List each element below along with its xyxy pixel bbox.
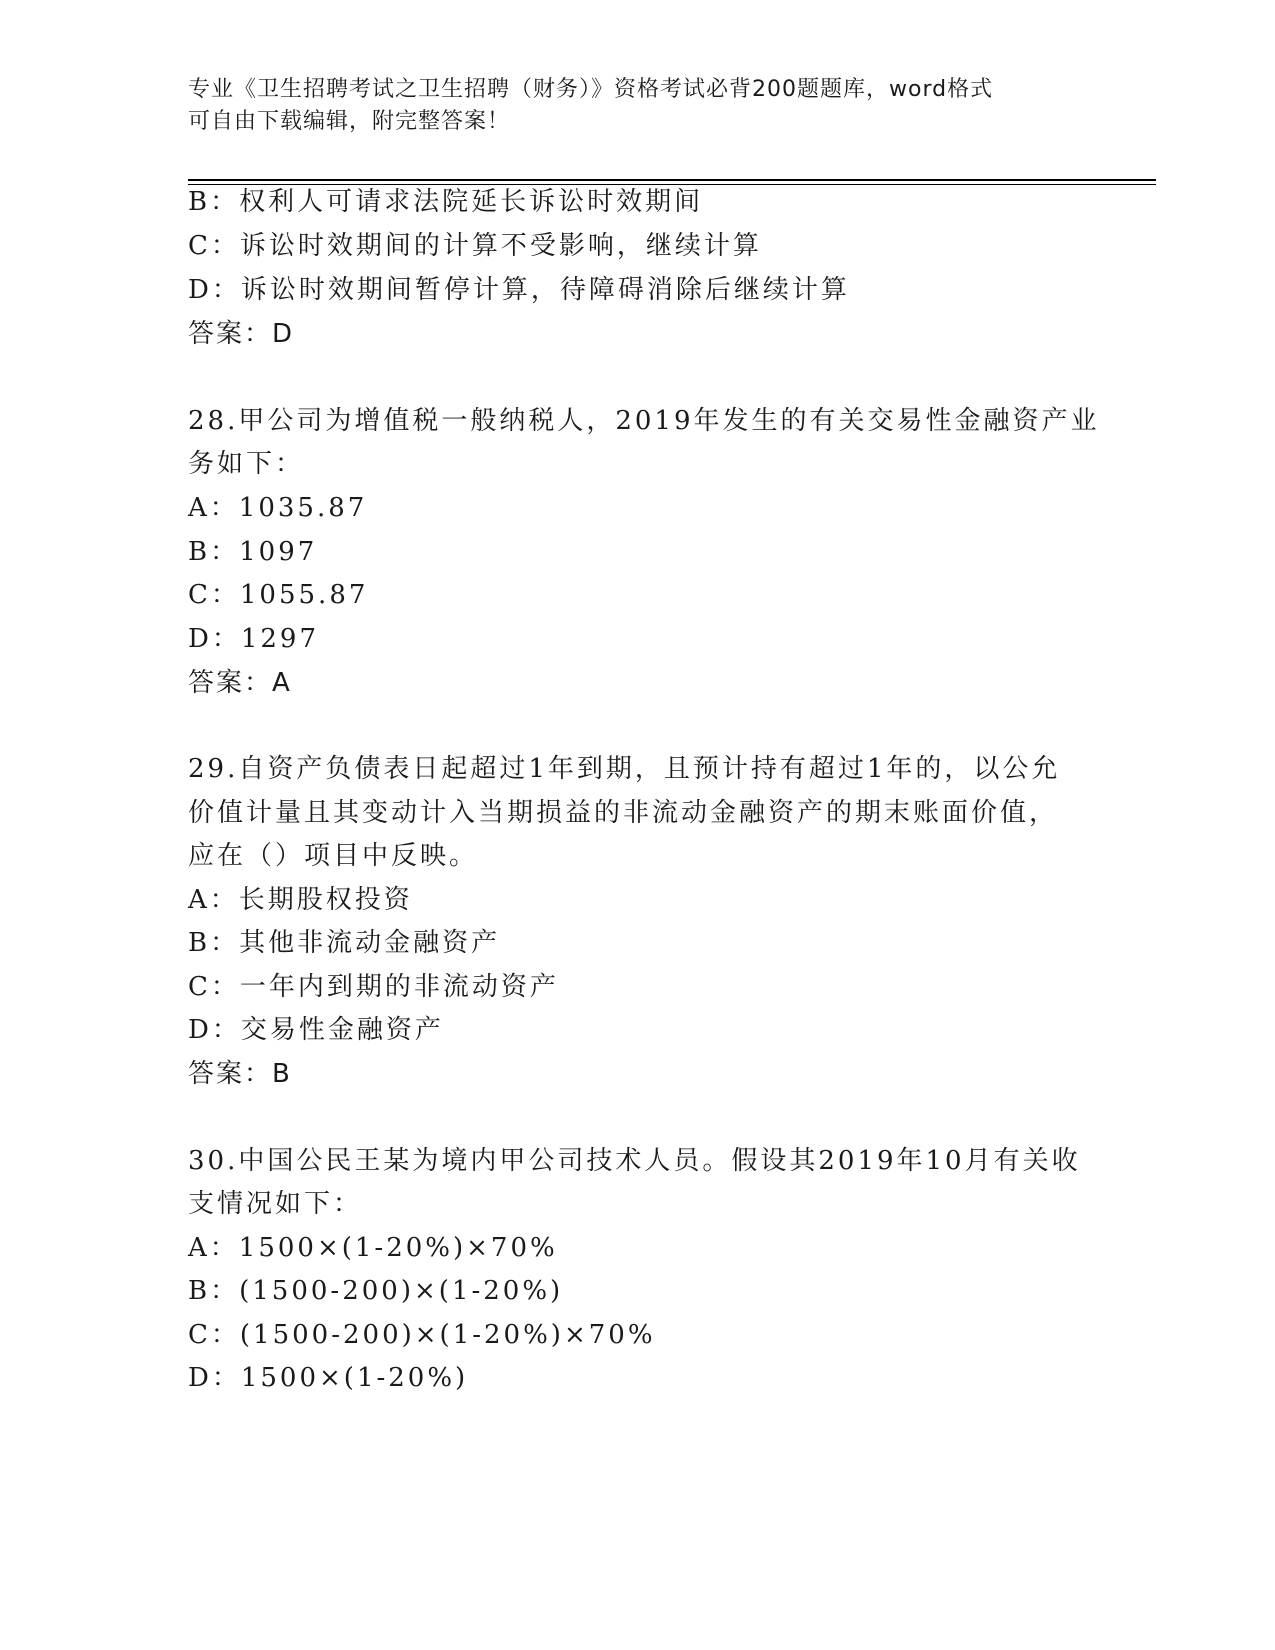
q28-answer: 答案：A xyxy=(188,668,292,698)
q28-option-c: C：1055.87 xyxy=(188,580,369,610)
q30-option-c: C：(1500-200)×(1-20%)×70% xyxy=(188,1320,656,1350)
q28-option-a: A：1035.87 xyxy=(188,493,368,523)
header-title-line-1: 专业《卫生招聘考试之卫生招聘（财务）》资格考试必背200题题库，word格式 xyxy=(188,77,994,102)
q29-stem-line-1: 29.自资产负债表日起超过1年到期，且预计持有超过1年的，以公允 xyxy=(188,754,1061,784)
q28-option-b: B：1097 xyxy=(188,537,318,567)
q29-answer: 答案：B xyxy=(188,1059,292,1089)
q29-stem-line-2: 价值计量且其变动计入当期损益的非流动金融资产的期末账面价值， xyxy=(188,798,1059,828)
q27-option-c: C：诉讼时效期间的计算不受影响，继续计算 xyxy=(188,231,762,261)
q28-option-d: D：1297 xyxy=(188,624,320,654)
header-title-line-2: 可自由下载编辑，附完整答案！ xyxy=(188,109,511,134)
header-divider-thick xyxy=(188,179,1156,181)
q27-option-b: B：权利人可请求法院延长诉讼时效期间 xyxy=(188,187,704,217)
q27-answer: 答案：D xyxy=(188,319,295,349)
q28-stem-line-2: 务如下： xyxy=(188,449,305,479)
q29-option-d: D：交易性金融资产 xyxy=(188,1015,444,1045)
q30-option-a: A：1500×(1-20%)×70% xyxy=(188,1233,558,1263)
q28-stem-line-1: 28.甲公司为增值税一般纳税人，2019年发生的有关交易性金融资产业 xyxy=(188,406,1100,436)
document-header xyxy=(188,74,1088,138)
q27-option-d: D：诉讼时效期间暂停计算，待障碍消除后继续计算 xyxy=(188,275,850,305)
q29-option-c: C：一年内到期的非流动资产 xyxy=(188,972,559,1002)
q29-option-a: A：长期股权投资 xyxy=(188,885,413,915)
q29-option-b: B：其他非流动金融资产 xyxy=(188,928,501,958)
q30-stem-line-2: 支情况如下： xyxy=(188,1189,363,1219)
q30-stem-line-1: 30.中国公民王某为境内甲公司技术人员。假设其2019年10月有关收 xyxy=(188,1146,1081,1176)
q30-option-b: B：(1500-200)×(1-20%) xyxy=(188,1276,564,1306)
q29-stem-line-3: 应在（）项目中反映。 xyxy=(188,841,479,871)
header-divider-thin xyxy=(188,184,1156,185)
q30-option-d: D：1500×(1-20%) xyxy=(188,1363,469,1393)
